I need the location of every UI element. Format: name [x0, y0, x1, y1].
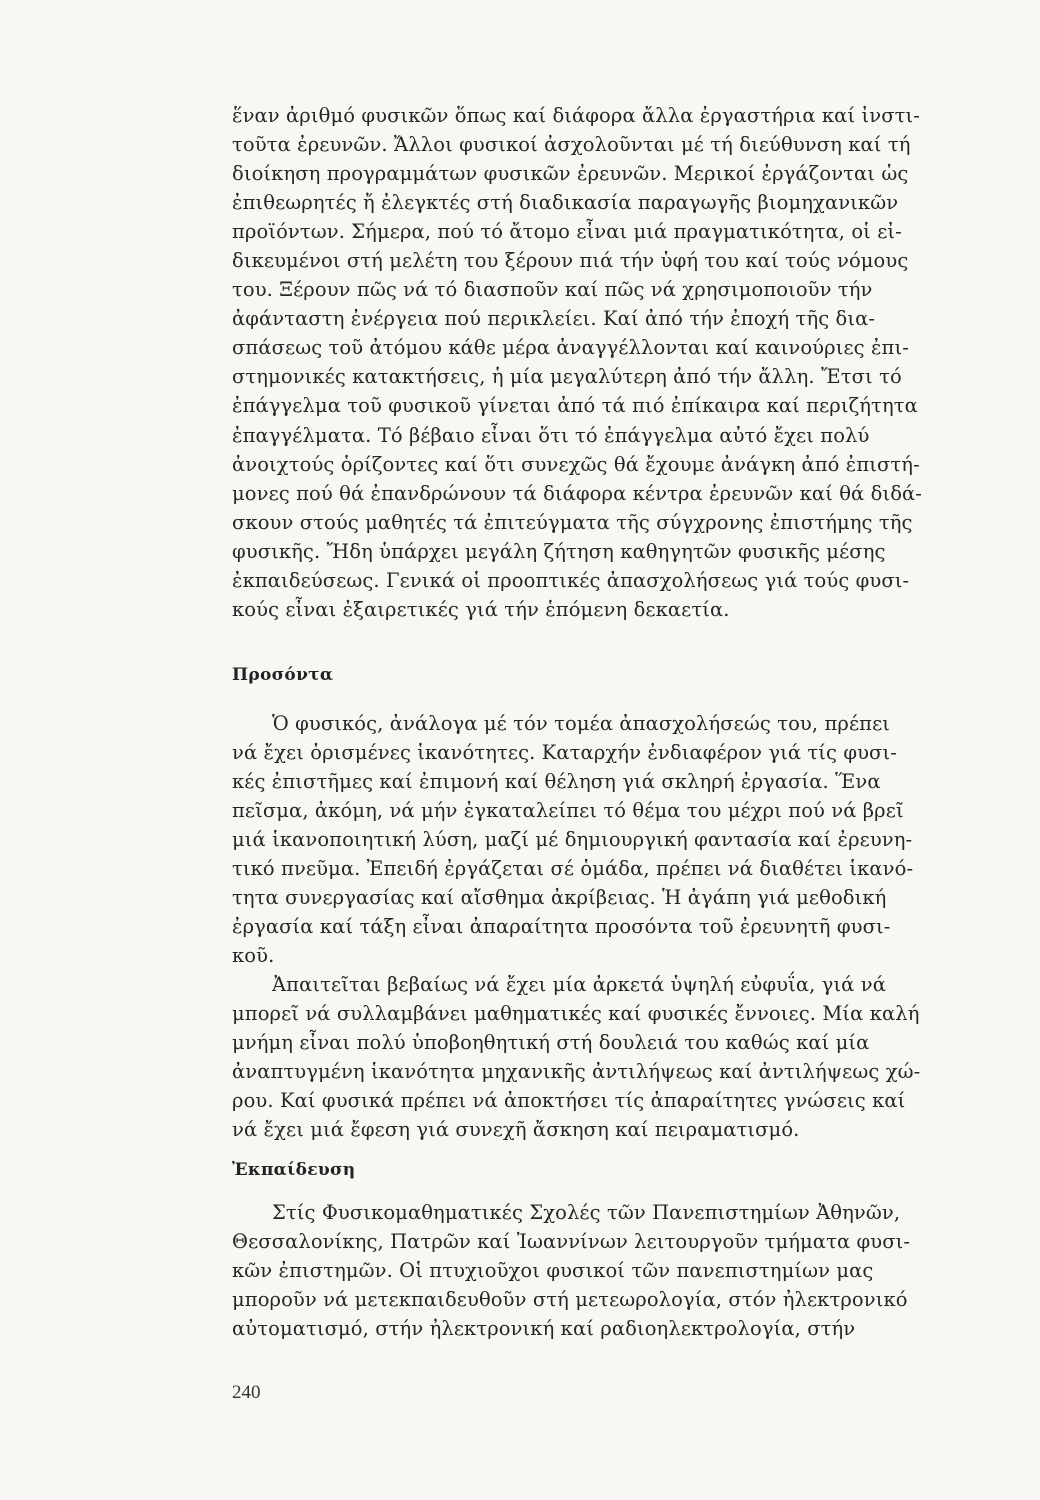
text-line: τοῦτα ἐρευνῶν. Ἄλλοι φυσικοί ἀσχολοῦνται μέ τή διεύθυνση καί τή — [232, 133, 911, 157]
intro-paragraph — [232, 101, 922, 624]
text-line: νά ἔχει μιά ἔφεση γιά συνεχῆ ἄσκηση καί πειραματισμό. — [232, 1118, 800, 1142]
education-paragraph-1 — [232, 1198, 911, 1343]
qualifications-paragraph-2 — [232, 970, 921, 1144]
text-line: μνήμη εἶναι πολύ ὑποβοηθητική στή δουλειά του καθώς καί μία — [232, 1031, 870, 1055]
text-line: νά ἔχει ὁρισμένες ἱκανότητες. Καταρχήν ἐνδιαφέρον γιά τίς φυσι- — [232, 741, 897, 765]
text-line: Ὁ φυσικός, ἀνάλογα μέ τόν τομέα ἀπασχολήσεώς του, πρέπει — [272, 712, 891, 735]
text-line: ἐπαγγέλματα. Τό βέβαιο εἶναι ὅτι τό ἐπάγγελμα αὐτό ἔχει πολύ — [232, 423, 870, 447]
text-line: διοίκηση προγραμμάτων φυσικῶν ἐρευνῶν. Μερικοί ἐργάζονται ὡς — [232, 162, 909, 186]
text-line: δικευμένοι στή μελέτη του ξέρουν πιά τήν ὑφή του καί τούς νόμους — [232, 249, 909, 273]
text-line: κούς εἶναι ἐξαιρετικές γιά τήν ἑπόμενη δεκαετία. — [232, 597, 730, 621]
text-line: τικό πνεῦμα. Ἐπειδή ἐργάζεται σέ ὁμάδα, πρέπει νά διαθέτει ἱκανό- — [232, 857, 914, 881]
text-line: ἀνοιχτούς ὁρίζοντες καί ὅτι συνεχῶς θά ἔχουμε ἀνάγκη ἀπό ἐπιστή- — [232, 452, 920, 476]
text-line: φυσικῆς. Ἤδη ὑπάρχει μεγάλη ζήτηση καθηγητῶν φυσικῆς μέσης — [232, 539, 886, 563]
text-line: ἀφάνταστη ἐνέργεια πού περικλείει. Καί ἀπό τήν ἐποχή τῆς δια- — [232, 307, 876, 331]
text-line: του. Ξέρουν πῶς νά τό διασποῦν καί πῶς νά χρησιμοποιοῦν τήν — [232, 278, 873, 302]
text-line: πεῖσμα, ἀκόμη, νά μήν ἐγκαταλείπει τό θέμα του μέχρι πού νά βρεῖ — [232, 799, 904, 823]
qualifications-paragraph-1 — [232, 709, 914, 970]
text-line: στημονικές κατακτήσεις, ἡ μία μεγαλύτερη ἀπό τήν ἄλλη. Ἔτσι τό — [232, 365, 902, 389]
text-line: κῶν ἐπιστημῶν. Οἱ πτυχιοῦχοι φυσικοί τῶν πανεπιστημίων μας — [232, 1259, 874, 1283]
text-line: κές ἐπιστῆμες καί ἐπιμονή καί θέληση γιά σκληρή ἐργασία. Ἕνα — [232, 770, 881, 794]
text-line: κοῦ. — [232, 944, 275, 968]
text-line: ἐπιθεωρητές ἤ ἐλεγκτές στή διαδικασία παραγωγῆς βιομηχανικῶν — [232, 191, 899, 215]
text-line: ρου. Καί φυσικά πρέπει νά ἀποκτήσει τίς ἀπαραίτητες γνώσεις καί — [232, 1089, 906, 1113]
text-line: ἕναν ἀριθμό φυσικῶν ὅπως καί διάφορα ἄλλα ἐργαστήρια καί ἰνστι- — [232, 104, 920, 127]
text-line: Ἀπαιτεῖται βεβαίως νά ἔχει μία ἀρκετά ὑψηλή εὐφυΐα, γιά νά — [272, 973, 886, 996]
text-line: ἐπάγγελμα τοῦ φυσικοῦ γίνεται ἀπό τά πιό ἐπίκαιρα καί περιζήτητα — [232, 394, 918, 418]
text-line: μονες πού θά ἐπανδρώνουν τά διάφορα κέντρα ἐρευνῶν καί θά διδά- — [232, 481, 922, 505]
text-line: ἀναπτυγμένη ἱκανότητα μηχανικῆς ἀντιλήψεως καί ἀντιλήψεως χώ- — [232, 1060, 921, 1084]
text-line: ἐργασία καί τάξη εἶναι ἀπαραίτητα προσόντα τοῦ ἐρευνητῆ φυσι- — [232, 915, 891, 939]
text-line: μπορεῖ νά συλλαμβάνει μαθηματικές καί φυσικές ἔννοιες. Μία καλή — [232, 1002, 920, 1026]
section-heading-qualifications: Προσόντα — [232, 665, 334, 685]
section-heading-education: Ἐκπαίδευση — [232, 1160, 356, 1180]
text-line: Θεσσαλονίκης, Πατρῶν καί Ἰωαννίνων λειτουργοῦν τμήματα φυσι- — [232, 1230, 911, 1254]
text-line: Στίς Φυσικομαθηματικές Σχολές τῶν Πανεπιστημίων Ἀθηνῶν, — [272, 1201, 901, 1224]
text-line: τητα συνεργασίας καί αἴσθημα ἀκρίβειας. Ἡ ἀγάπη γιά μεθοδική — [232, 886, 887, 910]
text-line: σπάσεως τοῦ ἀτόμου κάθε μέρα ἀναγγέλλονται καί καινούριες ἐπι- — [232, 336, 909, 360]
text-line: αὐτοματισμό, στήν ἠλεκτρονική καί ραδιοηλεκτρολογία, στήν — [232, 1317, 856, 1341]
text-line: ἐκπαιδεύσεως. Γενικά οἱ προοπτικές ἀπασχολήσεως γιά τούς φυσι- — [232, 568, 910, 592]
text-line: μποροῦν νά μετεκπαιδευθοῦν στή μετεωρολογία, στόν ἠλεκτρονικό — [232, 1288, 908, 1312]
text-line: προϊόντων. Σήμερα, πού τό ἄτομο εἶναι μιά πραγματικότητα, οἱ εἰ- — [232, 220, 902, 244]
text-line: μιά ἱκανοποιητική λύση, μαζί μέ δημιουργική φαντασία καί ἐρευνη- — [232, 828, 913, 852]
page-number: 240 — [232, 1382, 261, 1403]
text-line: σκουν στούς μαθητές τά ἐπιτεύγματα τῆς σύγχρονης ἐπιστήμης τῆς — [232, 510, 913, 534]
